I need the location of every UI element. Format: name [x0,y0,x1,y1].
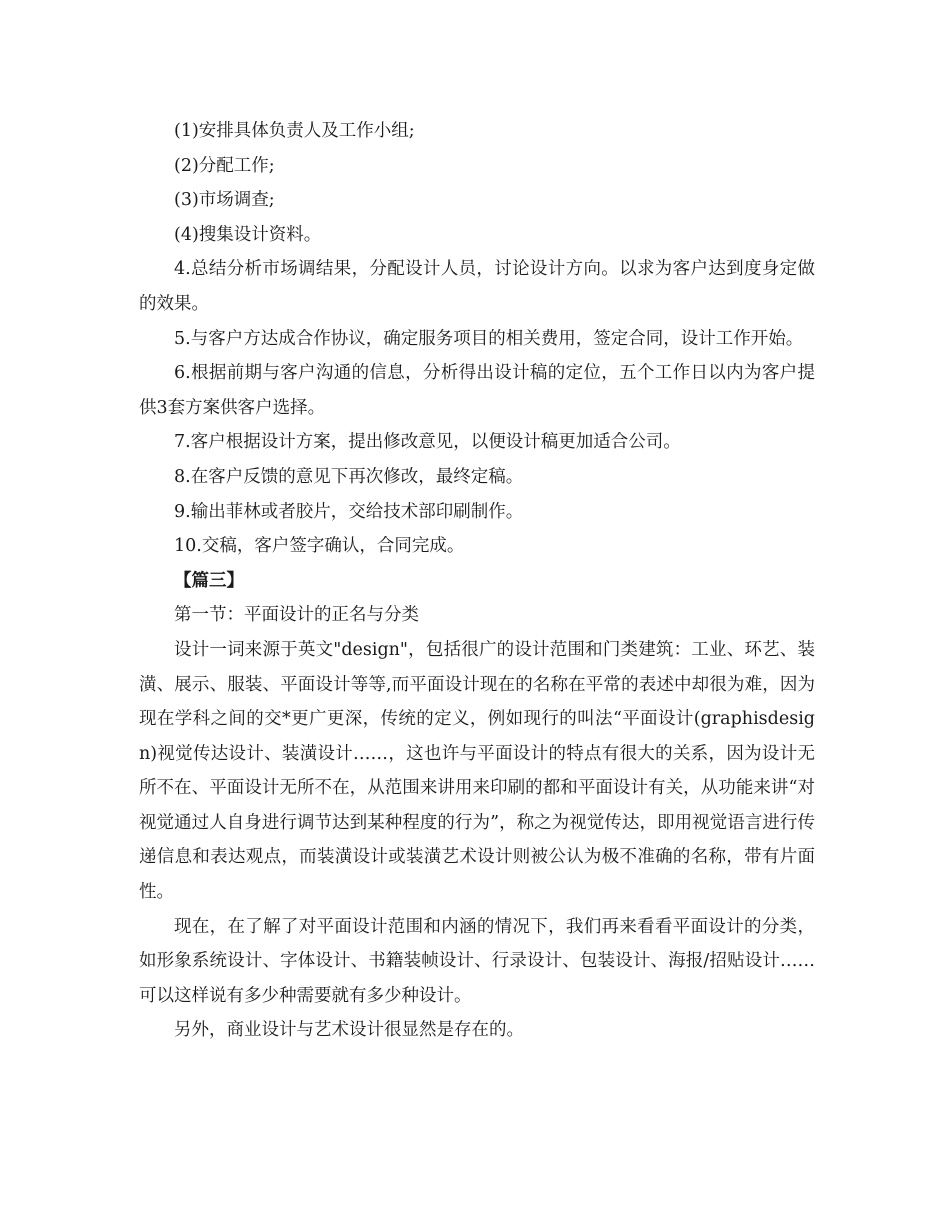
step-item: 6.根据前期与客户沟通的信息，分析得出设计稿的定位，五个工作日以内为客户提供3套方案供客户选择。 [139,363,815,418]
document-body [139,114,815,1048]
body-paragraph: 另外，商业设计与艺术设计很显然是存在的。 [174,1020,524,1041]
step-item: 7.客户根据设计方案，提出修改意见，以便设计稿更加适合公司。 [174,432,681,453]
step-item: 8.在客户反馈的意见下再次修改，最终定稿。 [174,466,524,487]
step-item: 4.总结分析市场调结果，分配设计人员，讨论设计方向。以求为客户达到度身定做的效果。 [139,259,815,314]
list-item: (3)市场调查; [174,190,275,211]
step-item: 5.与客户方达成合作协议，确定服务项目的相关费用，签定合同，设计工作开始。 [174,328,804,349]
section-heading: 【篇三】 [174,570,244,591]
section-title: 第一节：平面设计的正名与分类 [174,605,419,626]
list-item: (4)搜集设计资料。 [174,224,322,245]
step-item: 10.交稿，客户签字确认，合同完成。 [174,536,465,557]
body-paragraph: 设计一词来源于英文"design"，包括很广的设计范围和门类建筑：工业、环艺、装潢、展示、服装、平面设计等等,而平面设计现在的名称在平常的表述中却很为难，因为现在学科之间的交*更广更深，传统的定义，例如现行的叫法“平面设计(graphisdesign)视觉传达设计、装潢设计……，这也许与平面设计的特点有很大的关系，因为设计无所不在、平面设计无所不在，从范围来讲用来印刷的都和平面设计有关，从功能来讲“对视觉通过人自身进行调节达到某种程度的行为”，称之为视觉传达，即用视觉语言进行传递信息和表达观点，而装潢设计或装潢艺术设计则被公认为极不准确的名称，带有片面性。 [139,639,815,903]
body-paragraph: 现在，在了解了对平面设计范围和内涵的情况下，我们再来看看平面设计的分类，如形象系统设计、字体设计、书籍装帧设计、行录设计、包装设计、海报/招贴设计……可以这样说有多少种需要就有多少种设计。 [139,916,815,1006]
step-item: 9.输出菲林或者胶片，交给技术部印刷制作。 [174,501,524,522]
list-item: (2)分配工作; [174,155,275,176]
list-item: (1)安排具体负责人及工作小组; [174,121,415,141]
